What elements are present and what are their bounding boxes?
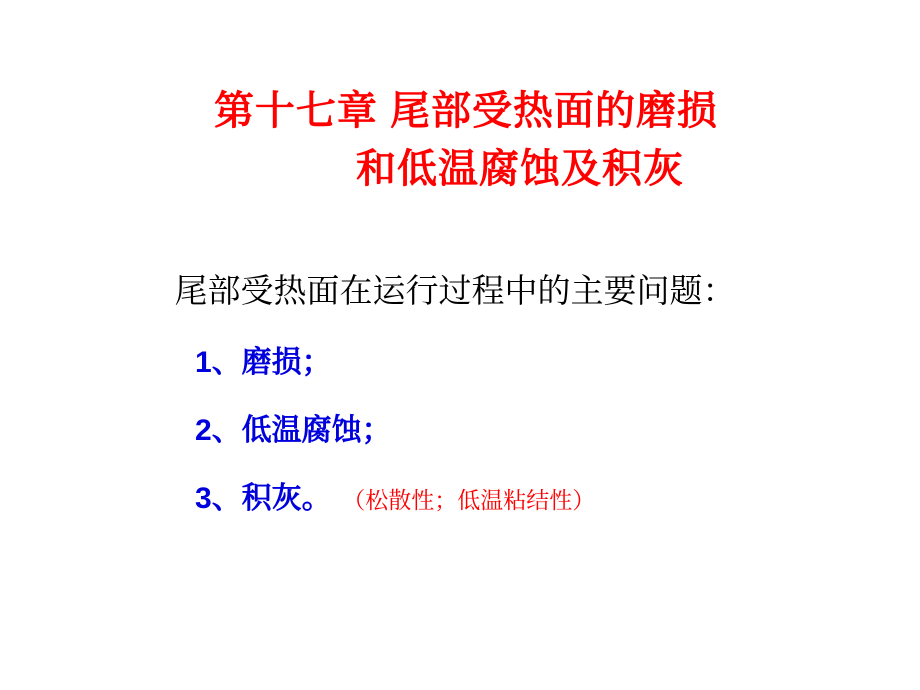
list-item <box>195 348 895 378</box>
list-item-label: 、低温腐蚀； <box>211 414 392 447</box>
list-item-note: （松散性；低温粘结性） <box>353 488 596 513</box>
list-item-label: 、积灰。 <box>211 482 332 515</box>
list-item <box>195 484 895 514</box>
title-line-1: 第十七章 尾部受热面的磨损 <box>213 89 719 133</box>
list-item-label: 、磨损； <box>211 346 332 379</box>
list-item-number: 2 <box>195 414 212 447</box>
list-item-number: 3 <box>195 482 212 515</box>
list-item <box>195 416 895 446</box>
list-item-number: 1 <box>195 346 212 379</box>
bullet-list <box>195 348 895 552</box>
slide-subtitle: 尾部受热面在运行过程中的主要问题： <box>174 274 736 310</box>
title-line-2: 和低温腐蚀及积灰 <box>356 147 684 192</box>
slide-title <box>0 82 920 199</box>
